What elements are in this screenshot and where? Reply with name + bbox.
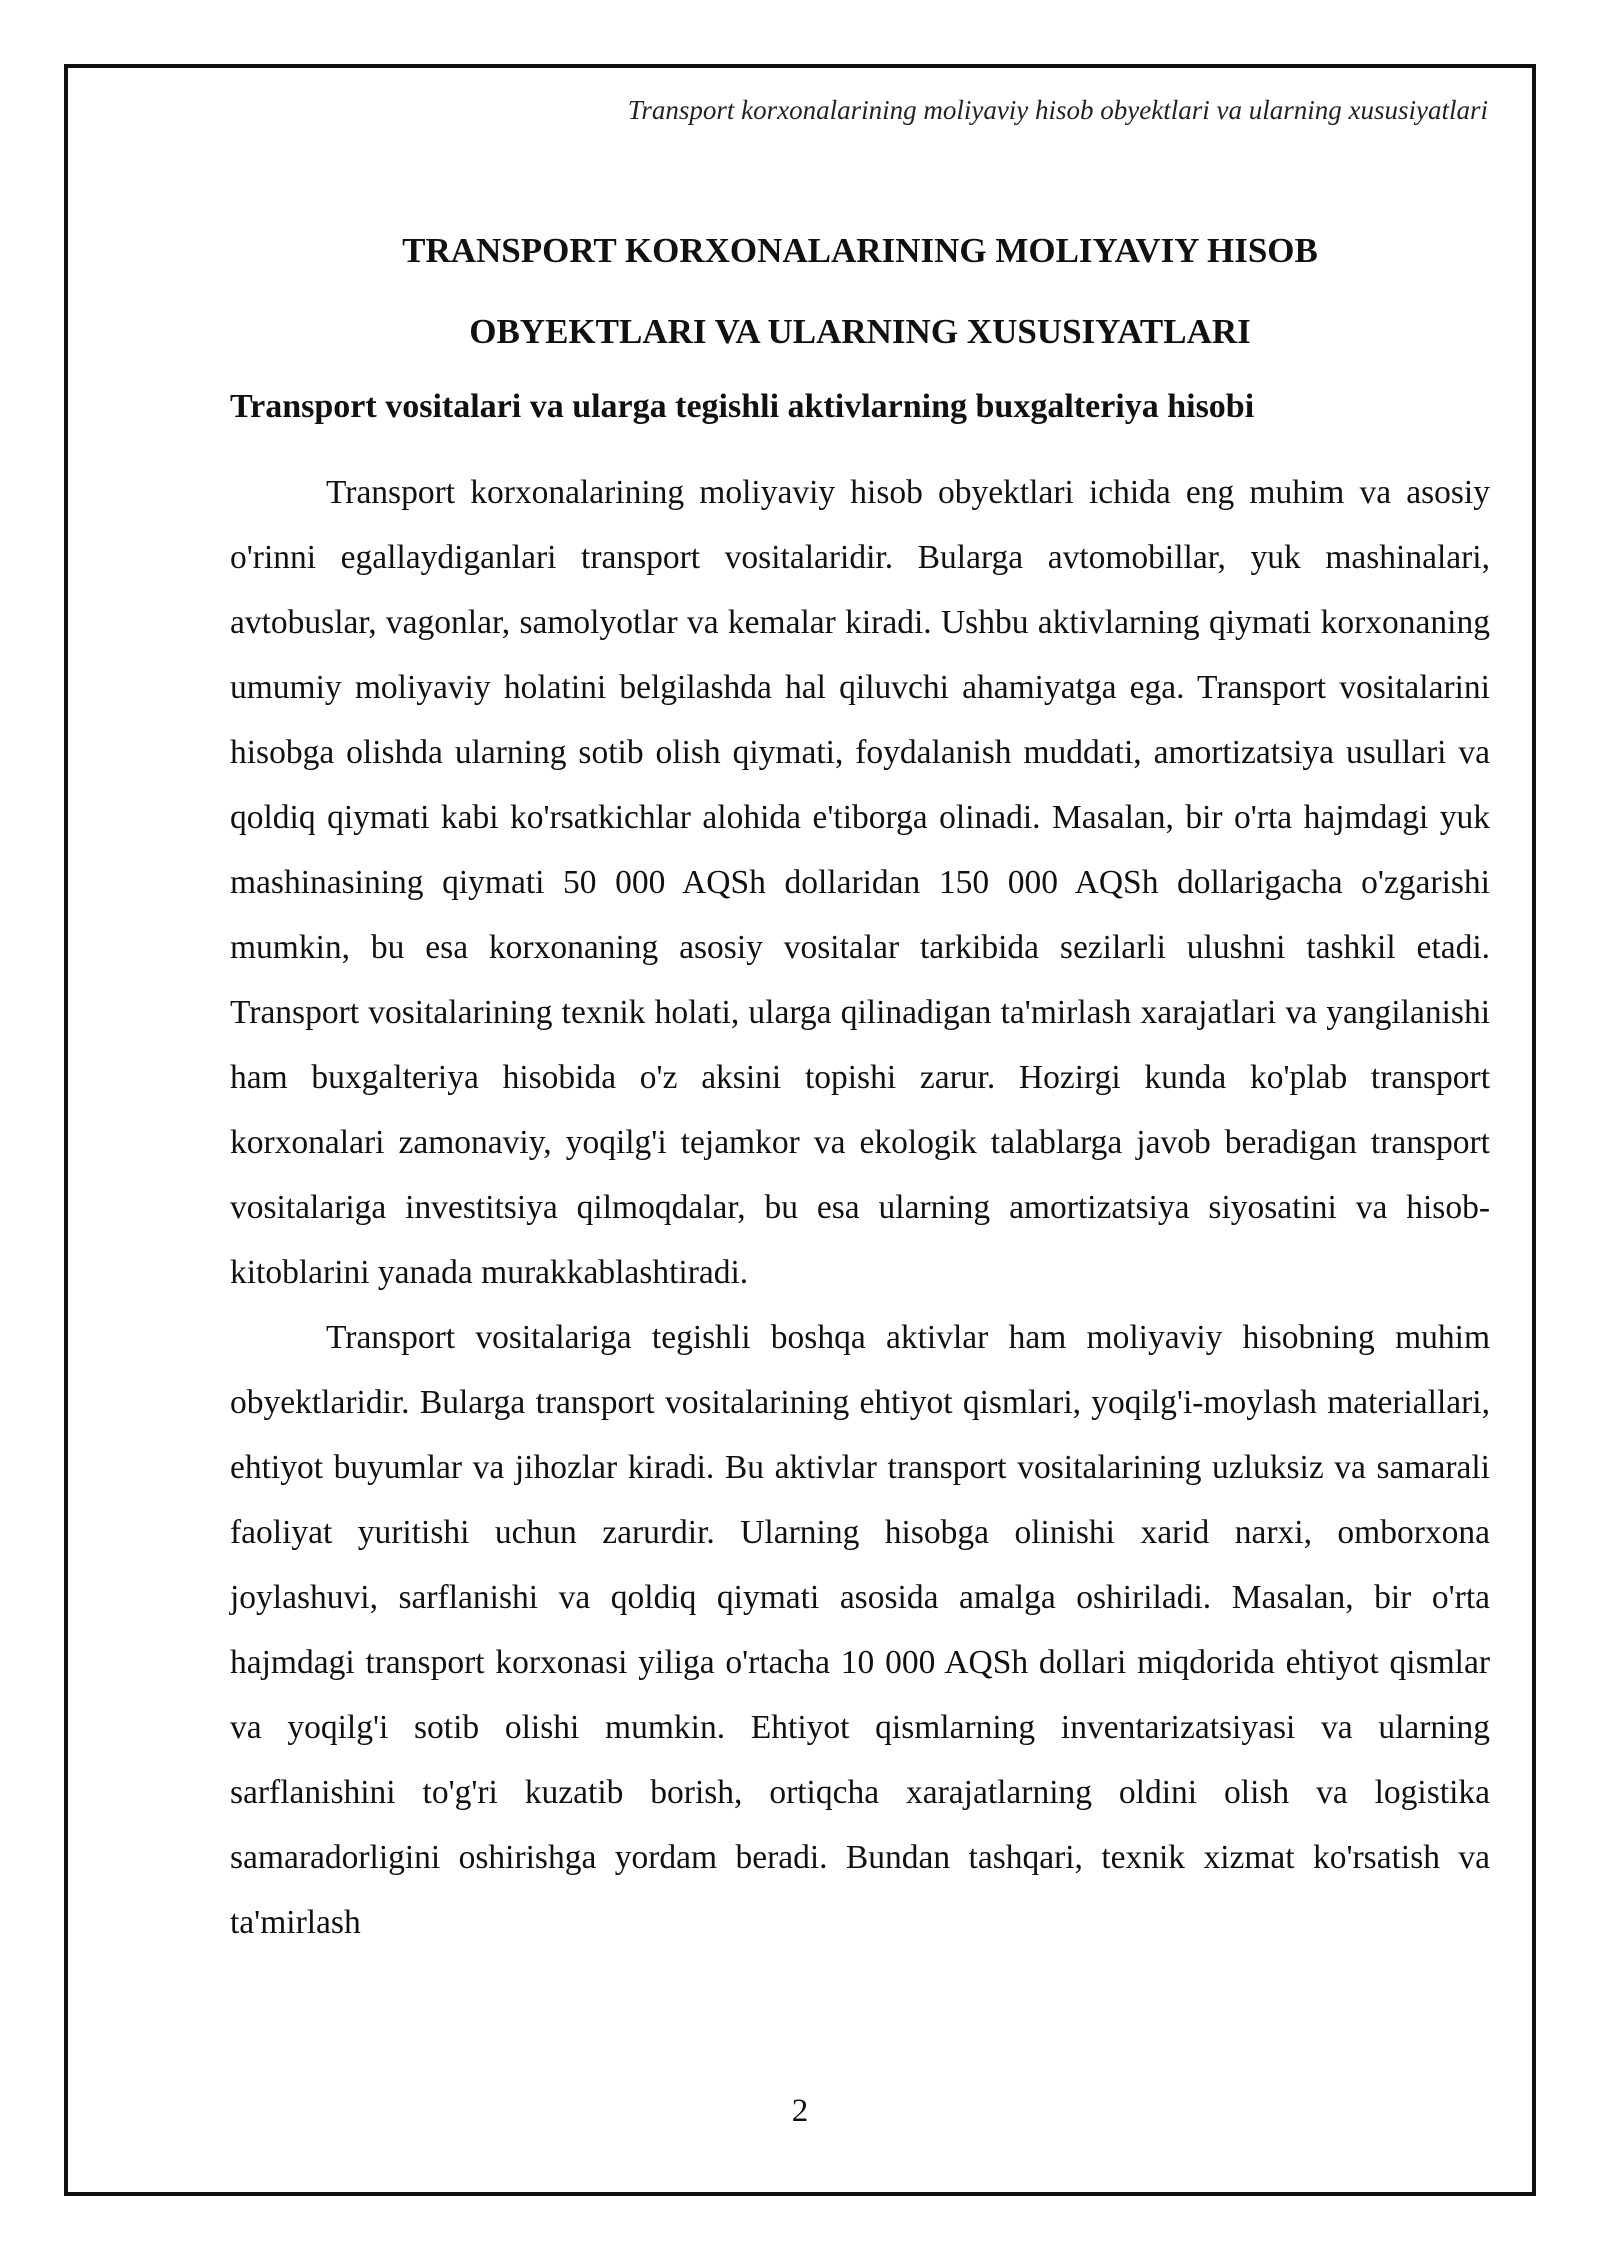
page-number: 2 bbox=[791, 2093, 809, 2129]
document-title-line-2: OBYEKTLARI VA ULARNING XUSUSIYATLARI bbox=[469, 312, 1251, 351]
document-title bbox=[230, 210, 1490, 372]
body-text bbox=[230, 460, 1490, 1955]
running-header: Transport korxonalarining moliyaviy hisob obyektlari va ularning xususiyatlari bbox=[627, 95, 1488, 125]
document-title-line-1: TRANSPORT KORXONALARINING MOLIYAVIY HISOB bbox=[402, 231, 1318, 270]
paragraph-1: Transport korxonalarining moliyaviy hisob obyektlari ichida eng muhim va asosiy o'rinni egallaydiganlari transport vositalaridir. Bularga avtomobillar, yuk mashinalari, avtobuslar, vagonlar, samolyotlar va kemalar kiradi. Ushbu aktivlarning qiymati korxonaning umumiy moliyaviy holatini belgilashda hal qiluvchi ahamiyatga ega. Transport vositalarini hisobga olishda ularning sotib olish qiymati, foydalanish muddati, amortizatsiya usullari va qoldiq qiymati kabi ko'rsatkichlar alohida e'tiborga olinadi. Masalan, bir o'rta hajmdagi yuk mashinasining qiymati 50 000 AQSh dollaridan 150 000 AQSh dollarigacha o'zgarishi mumkin, bu esa korxonaning asosiy vositalar tarkibida sezilarli ulushni tashkil etadi. Transport vositalarining texnik holati, ularga qilinadigan ta'mirlash xarajatlari va yangilanishi ham buxgalteriya hisobida o'z aksini topishi zarur. Hozirgi kunda ko'plab transport korxonalari zamonaviy, yoqilg'i tejamkor va ekologik talablarga javob beradigan transport vositalariga investitsiya qilmoqdalar, bu esa ularning amortizatsiya siyosatini va hisob-kitoblarini yanada murakkablashtiradi. bbox=[230, 474, 1490, 1291]
section-heading: Transport vositalari va ularga tegishli aktivlarning buxgalteriya hisobi bbox=[230, 388, 1255, 425]
paragraph-2: Transport vositalariga tegishli boshqa aktivlar ham moliyaviy hisobning muhim obyektlaridir. Bularga transport vositalarining ehtiyot qismlari, yoqilg'i-moylash materiallari, ehtiyot buyumlar va jihozlar kiradi. Bu aktivlar transport vositalarining uzluksiz va samarali faoliyat yuritishi uchun zarurdir. Ularning hisobga olinishi xarid narxi, omborxona joylashuvi, sarflanishi va qoldiq qiymati asosida amalga oshiriladi. Masalan, bir o'rta hajmdagi transport korxonasi yiliga o'rtacha 10 000 AQSh dollari miqdorida ehtiyot qismlar va yoqilg'i sotib olishi mumkin. Ehtiyot qismlarning inventarizatsiyasi va ularning sarflanishini to'g'ri kuzatib borish, ortiqcha xarajatlarning oldini olish va logistika samaradorligini oshirishga yordam beradi. Bundan tashqari, texnik xizmat ko'rsatish va ta'mirlash bbox=[230, 1319, 1490, 1941]
